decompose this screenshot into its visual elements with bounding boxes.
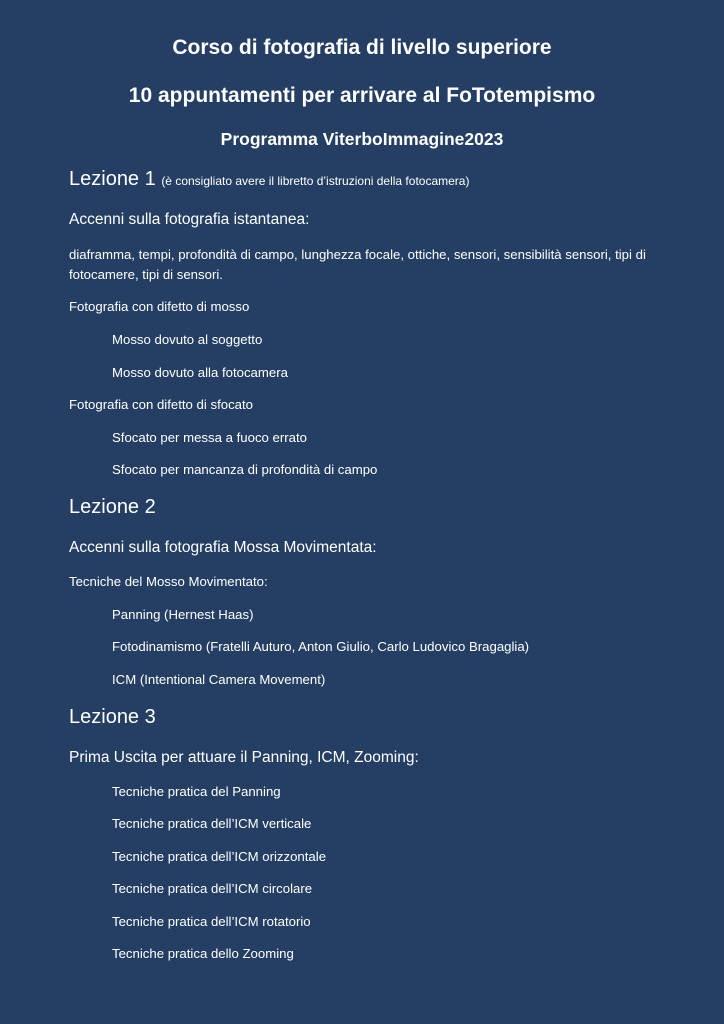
lesson-1-note: (è consigliato avere il libretto d’istruzioni della fotocamera) — [161, 174, 470, 188]
list-item: Sfocato per messa a fuoco errato — [112, 430, 307, 445]
lesson-1-heading — [69, 168, 469, 191]
list-item: Mosso dovuto alla fotocamera — [112, 365, 288, 380]
list-item: Tecniche pratica dell’ICM circolare — [112, 881, 313, 896]
lesson-2-title: Lezione 2 — [69, 496, 156, 518]
list-item: Fotodinamismo (Fratelli Auturo, Anton Giulio, Carlo Ludovico Bragaglia) — [112, 639, 530, 654]
lesson-1-group-2-heading: Fotografia con difetto di sfocato — [69, 397, 254, 412]
title-line-1: Corso di fotografia di livello superiore — [172, 36, 552, 59]
list-item: Tecniche pratica dell’ICM rotatorio — [112, 914, 311, 929]
lesson-3-title: Lezione 3 — [69, 706, 156, 728]
lesson-3-intro: Prima Uscita per attuare il Panning, ICM, Zooming: — [69, 749, 419, 766]
list-item: Tecniche pratica dell’ICM orizzontale — [112, 849, 327, 864]
list-item: Mosso dovuto al soggetto — [112, 332, 263, 347]
lesson-2-group-heading: Tecniche del Mosso Movimentato: — [69, 574, 268, 589]
list-item: Tecniche pratica dello Zooming — [112, 946, 294, 961]
program-subtitle: Programma ViterboImmagine2023 — [220, 129, 504, 149]
lesson-1-paragraph: diaframma, tempi, profondità di campo, lunghezza focale, ottiche, sensori, sensibilità sensori, tipi di fotocamere, tipi di sensori. — [69, 247, 646, 282]
lesson-1-intro: Accenni sulla fotografia istantanea: — [69, 211, 310, 228]
list-item: Tecniche pratica dell’ICM verticale — [112, 816, 312, 831]
lesson-2-intro: Accenni sulla fotografia Mossa Movimentata: — [69, 539, 377, 556]
lesson-1-title: Lezione 1 — [69, 168, 156, 190]
list-item: ICM (Intentional Camera Movement) — [112, 672, 326, 687]
title-line-2: 10 appuntamenti per arrivare al FoTotempismo — [128, 84, 596, 107]
lesson-1-group-1-heading: Fotografia con difetto di mosso — [69, 299, 250, 314]
list-item: Panning (Hernest Haas) — [112, 607, 254, 622]
list-item: Tecniche pratica del Panning — [112, 784, 281, 799]
list-item: Sfocato per mancanza di profondità di campo — [112, 462, 378, 477]
